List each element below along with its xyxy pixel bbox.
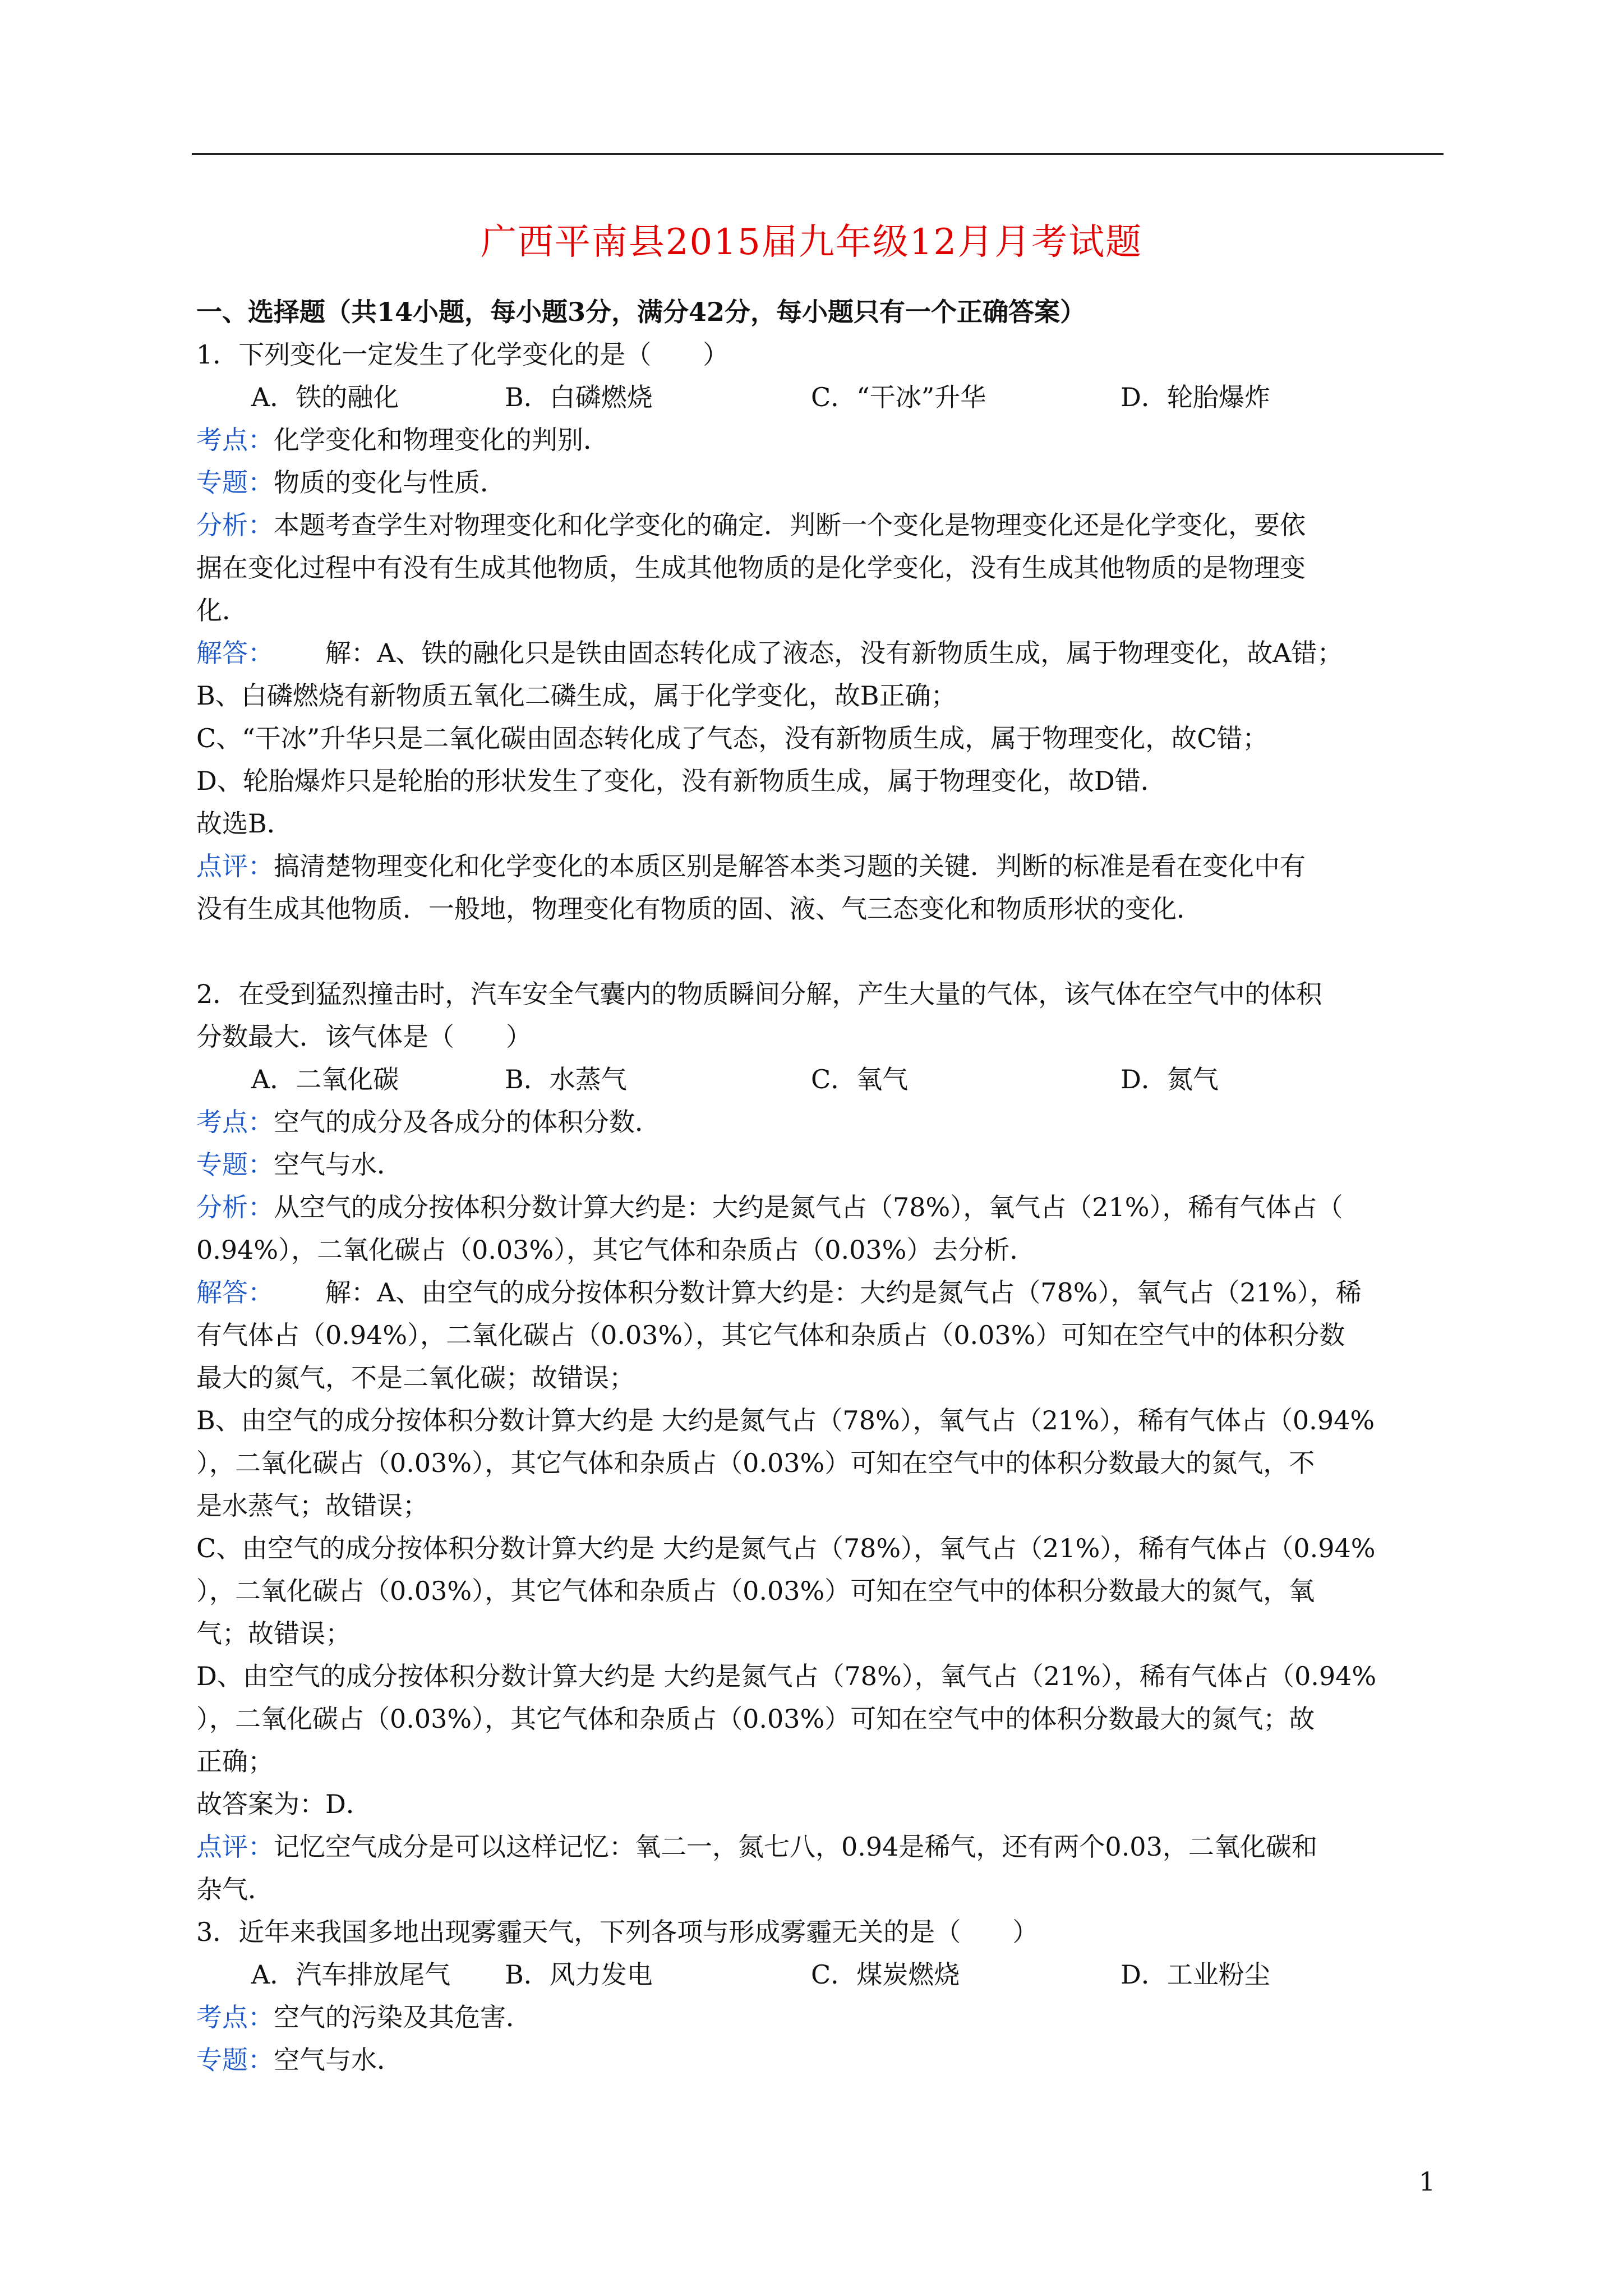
page-number: 1 bbox=[1419, 2166, 1436, 2197]
q1-jieda: 解答： 解：A、铁的融化只是铁由固态转化成了液态，没有新物质生成，属于物理变化，故A错； bbox=[196, 638, 1343, 668]
q2-jieda-line: C、由空气的成分按体积分数计算大约是 大约是氮气占（78%），氧气占（21%），稀有气体占（0.94% bbox=[196, 1533, 1376, 1563]
option-c: C．氧气 bbox=[811, 1064, 909, 1094]
question-3-options bbox=[196, 1953, 1447, 1996]
q1-jieda-line: C、“干冰”升华只是二氧化碳由固态转化成了气态，没有新物质生成，属于物理变化，故C错； bbox=[196, 723, 1269, 753]
q2-fenxi-line: 0.94%），二氧化碳占（0.03%），其它气体和杂质占（0.03%）去分析． bbox=[196, 1235, 1036, 1265]
q2-jieda-line: 正确； bbox=[196, 1746, 274, 1777]
q2-jieda-line: 有气体占（0.94%），二氧化碳占（0.03%），其它气体和杂质占（0.03%）可知在空气中的体积分数 bbox=[196, 1320, 1345, 1350]
question-2-options bbox=[196, 1058, 1447, 1101]
question-1-stem: 1．下列变化一定发生了化学变化的是（ ） bbox=[196, 339, 729, 370]
q1-jieda-line: B、白磷燃烧有新物质五氧化二磷生成，属于化学变化，故B正确； bbox=[196, 680, 957, 711]
q1-fenxi-line: 据在变化过程中有没有生成其他物质，生成其他物质的是化学变化，没有生成其他物质的是物理变 bbox=[196, 553, 1306, 583]
q1-dianping-line: 没有生成其他物质．一般地，物理变化有物质的固、液、气三态变化和物质形状的变化． bbox=[196, 894, 1202, 924]
option-c: C．煤炭燃烧 bbox=[811, 1959, 960, 1990]
q1-fenxi-line: 化． bbox=[196, 595, 248, 625]
q2-jieda-line: 最大的氮气，不是二氧化碳；故错误； bbox=[196, 1363, 635, 1393]
q2-zhuanti: 专题：空气与水． bbox=[196, 1149, 403, 1180]
option-d: D．氮气 bbox=[1121, 1064, 1219, 1094]
q2-jieda-line: 是水蒸气；故错误； bbox=[196, 1490, 428, 1521]
q1-zhuanti: 专题：物质的变化与性质． bbox=[196, 467, 506, 498]
q3-kaodian: 考点：空气的污染及其危害． bbox=[196, 2002, 532, 2032]
q2-answer: 故答案为：D． bbox=[196, 1789, 372, 1819]
question-2-stem-line: 分数最大．该气体是（ ） bbox=[196, 1022, 532, 1052]
q2-dianping: 点评：记忆空气成分是可以这样记忆：氧二一，氮七八，0.94是稀气，还有两个0.03，二氧化碳和 bbox=[196, 1832, 1317, 1862]
dianping-label: 点评： bbox=[196, 851, 274, 881]
question-2-stem: 2．在受到猛烈撞击时，汽车安全气囊内的物质瞬间分解，产生大量的气体，该气体在空气中的体积 bbox=[196, 979, 1322, 1009]
question-1-options bbox=[196, 376, 1447, 418]
kaodian-label: 考点： bbox=[196, 425, 274, 455]
q2-jieda-line: ），二氧化碳占（0.03%），其它气体和杂质占（0.03%）可知在空气中的体积分数最大的氮气，不 bbox=[196, 1448, 1315, 1478]
fenxi-label: 分析： bbox=[196, 510, 274, 540]
option-b: B．水蒸气 bbox=[505, 1064, 627, 1094]
q1-fenxi: 分析：本题考查学生对物理变化和化学变化的确定．判断一个变化是物理变化还是化学变化，要依 bbox=[196, 510, 1306, 540]
section-heading: 一、选择题（共14小题，每小题3分，满分42分，每小题只有一个正确答案） bbox=[196, 297, 1086, 327]
jieda-label: 解答： bbox=[196, 1277, 274, 1308]
option-d: D．工业粉尘 bbox=[1121, 1959, 1270, 1990]
kaodian-label: 考点： bbox=[196, 2002, 274, 2032]
q2-fenxi: 分析：从空气的成分按体积分数计算大约是：大约是氮气占（78%），氧气占（21%），稀有气体占（ bbox=[196, 1192, 1343, 1222]
question-3-stem: 3．近年来我国多地出现雾霾天气，下列各项与形成雾霾无关的是（ ） bbox=[196, 1917, 1039, 1947]
option-d: D．轮胎爆炸 bbox=[1121, 382, 1270, 412]
spacer bbox=[196, 930, 1447, 973]
zhuanti-label: 专题： bbox=[196, 467, 274, 498]
jieda-label: 解答： bbox=[196, 638, 274, 668]
page-title: 广西平南县2015届九年级12月月考试题 bbox=[480, 222, 1143, 263]
q2-jieda-line: 气；故错误； bbox=[196, 1618, 351, 1649]
document-body bbox=[196, 291, 1447, 2081]
option-a: A．二氧化碳 bbox=[251, 1064, 399, 1094]
q2-dianping-line: 杂气． bbox=[196, 1874, 274, 1904]
q2-kaodian: 考点：空气的成分及各成分的体积分数． bbox=[196, 1107, 661, 1137]
q3-zhuanti: 专题：空气与水． bbox=[196, 2045, 403, 2075]
option-a: A．铁的融化 bbox=[251, 382, 399, 412]
option-a: A．汽车排放尾气 bbox=[251, 1959, 451, 1990]
q1-kaodian: 考点：化学变化和物理变化的判别． bbox=[196, 425, 609, 455]
dianping-label: 点评： bbox=[196, 1832, 274, 1862]
header-rule bbox=[192, 153, 1444, 155]
fenxi-label: 分析： bbox=[196, 1192, 274, 1222]
q1-answer: 故选B． bbox=[196, 808, 293, 839]
option-c: C．“干冰”升华 bbox=[811, 382, 986, 412]
kaodian-label: 考点： bbox=[196, 1107, 274, 1137]
q2-jieda: 解答： 解：A、由空气的成分按体积分数计算大约是：大约是氮气占（78%），氧气占（21%），稀 bbox=[196, 1277, 1362, 1308]
q2-jieda-line: D、由空气的成分按体积分数计算大约是 大约是氮气占（78%），氧气占（21%），稀有气体占（0.94% bbox=[196, 1661, 1377, 1691]
option-b: B．风力发电 bbox=[505, 1959, 653, 1990]
q2-jieda-line: ），二氧化碳占（0.03%），其它气体和杂质占（0.03%）可知在空气中的体积分数最大的氮气，氧 bbox=[196, 1576, 1315, 1606]
q2-jieda-line: ），二氧化碳占（0.03%），其它气体和杂质占（0.03%）可知在空气中的体积分数最大的氮气；故 bbox=[196, 1704, 1315, 1734]
q1-jieda-line: D、轮胎爆炸只是轮胎的形状发生了变化，没有新物质生成，属于物理变化，故D错． bbox=[196, 766, 1166, 796]
zhuanti-label: 专题： bbox=[196, 2045, 274, 2075]
q2-jieda-line: B、由空气的成分按体积分数计算大约是 大约是氮气占（78%），氧气占（21%），稀有气体占（0.94% bbox=[196, 1405, 1375, 1435]
option-b: B．白磷燃烧 bbox=[505, 382, 653, 412]
zhuanti-label: 专题： bbox=[196, 1149, 274, 1180]
q1-dianping: 点评：搞清楚物理变化和化学变化的本质区别是解答本类习题的关键．判断的标准是看在变化中有 bbox=[196, 851, 1306, 881]
